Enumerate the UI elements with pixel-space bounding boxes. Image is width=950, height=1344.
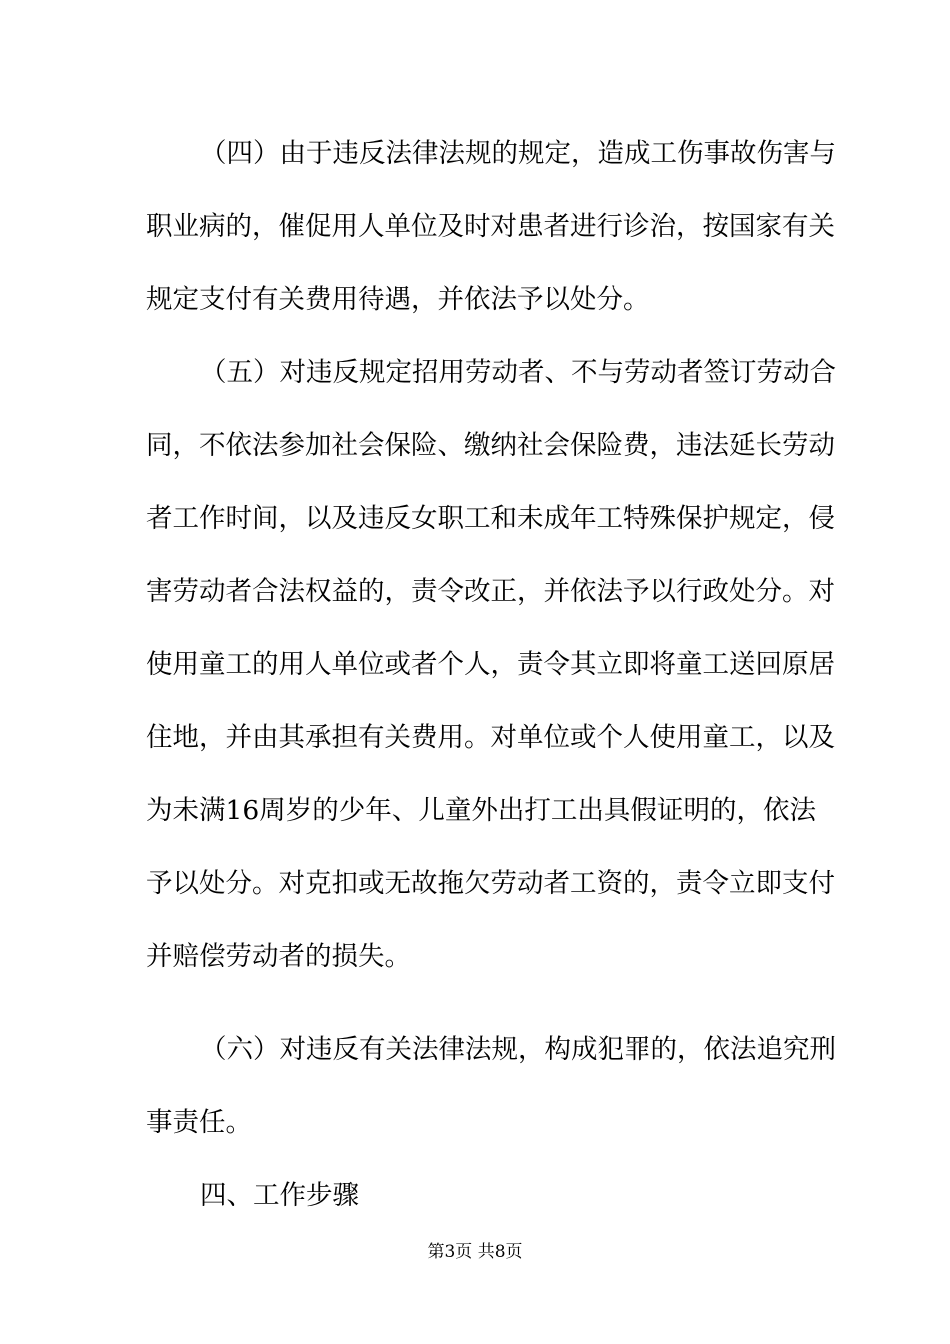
- paragraph-5-line-5: 使用童工的用人单位或者个人，责令其立即将童工送回原居: [146, 649, 835, 680]
- section-heading-work-steps: 四、工作步骤: [200, 1180, 359, 1211]
- paragraph-5-line-2: 同，不依法参加社会保险、缴纳社会保险费，违法延长劳动: [146, 430, 835, 461]
- paragraph-5-line-4: 害劳动者合法权益的，责令改正，并依法予以行政处分。对: [146, 576, 835, 607]
- paragraph-4-line-2: 职业病的，催促用人单位及时对患者进行诊治，按国家有关: [146, 211, 835, 242]
- paragraph-4-line-1: （四）由于违反法律法规的规定，造成工伤事故伤害与: [200, 138, 836, 169]
- paragraph-4-line-3: 规定支付有关费用待遇，并依法予以处分。: [146, 284, 650, 315]
- paragraph-5-line-8: 予以处分。对克扣或无故拖欠劳动者工资的，责令立即支付: [146, 868, 835, 899]
- paragraph-5-line-1: （五）对违反规定招用劳动者、不与劳动者签订劳动合: [200, 357, 836, 388]
- paragraph-5-line-6: 住地，并由其承担有关费用。对单位或个人使用童工，以及: [146, 722, 835, 753]
- paragraph-6-line-2: 事责任。: [146, 1107, 252, 1138]
- paragraph-6-line-1: （六）对违反有关法律法规，构成犯罪的，依法追究刑: [200, 1034, 836, 1065]
- page-number-footer: 第3页 共8页: [427, 1242, 523, 1262]
- paragraph-5-line-7: 为未满16周岁的少年、儿童外出打工出具假证明的，依法: [146, 795, 816, 826]
- paragraph-5-line-9: 并赔偿劳动者的损失。: [146, 941, 411, 972]
- paragraph-5-line-3: 者工作时间，以及违反女职工和未成年工特殊保护规定，侵: [146, 503, 835, 534]
